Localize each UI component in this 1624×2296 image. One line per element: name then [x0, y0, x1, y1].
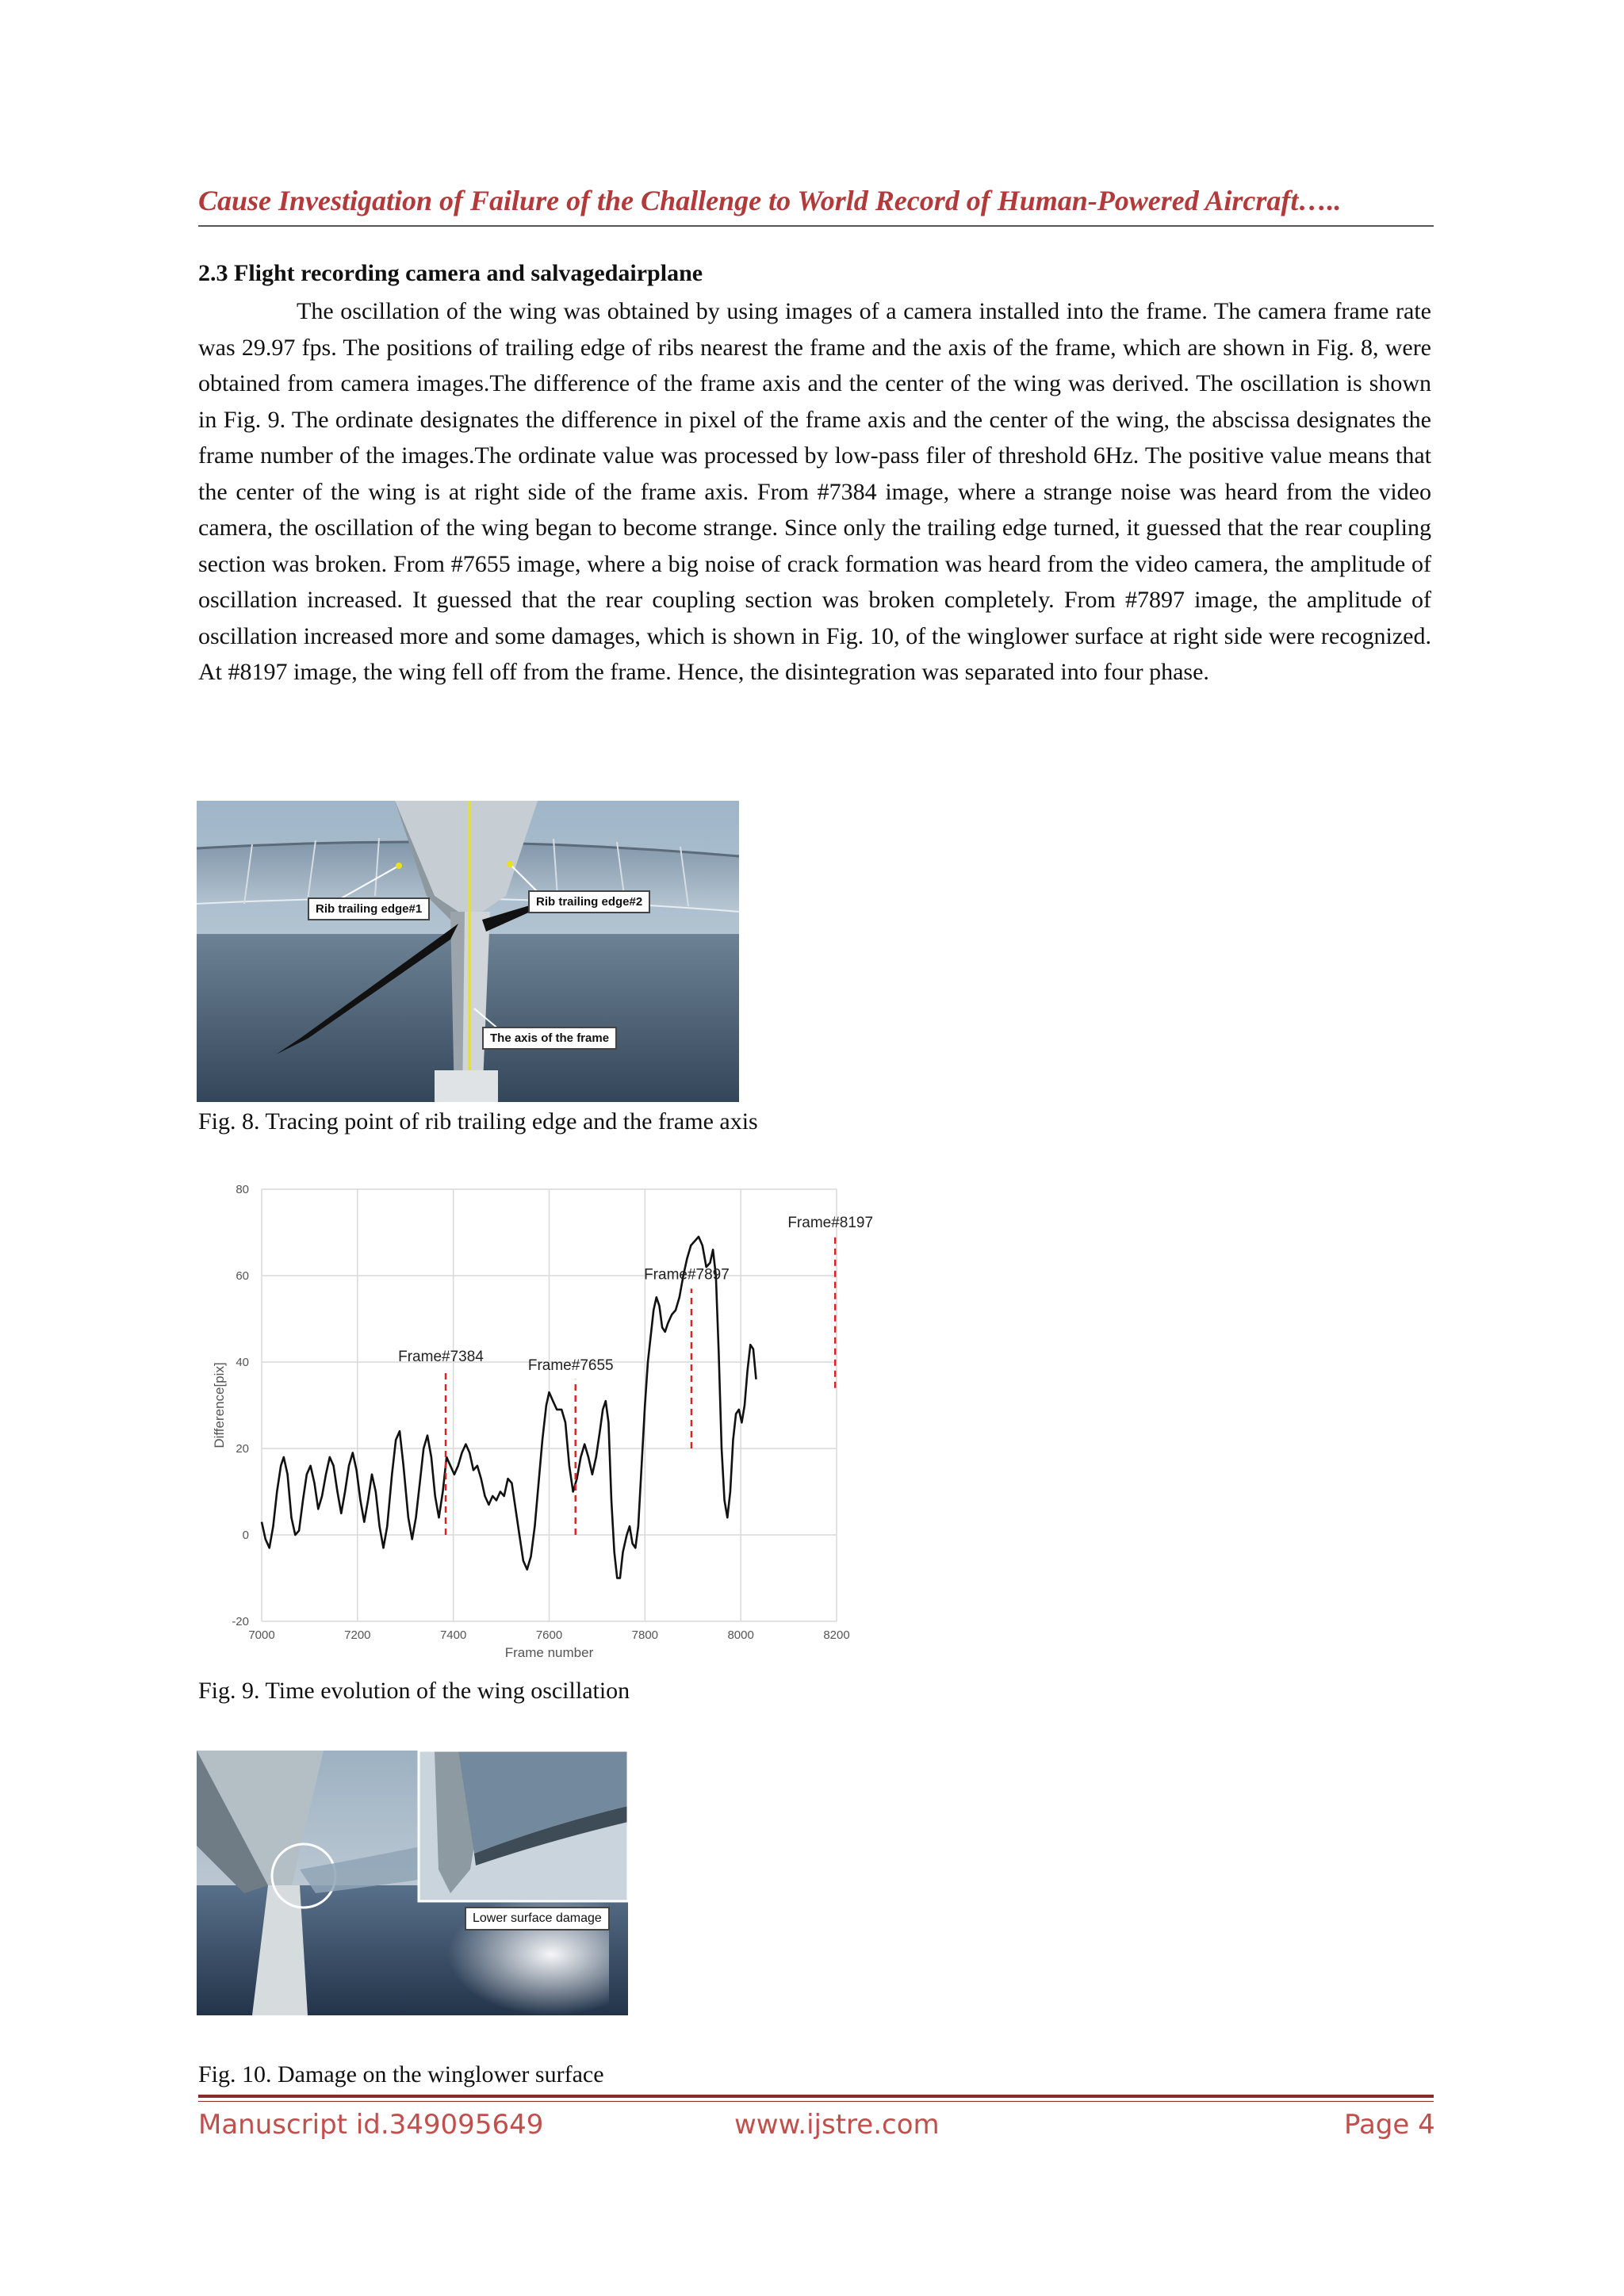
x-tick-label: 7800 [631, 1628, 659, 1642]
x-tick-label: 7000 [248, 1628, 275, 1642]
x-tick-label: 8200 [823, 1628, 850, 1642]
fig10-caption: Fig. 10. Damage on the winglower surface [198, 2061, 604, 2087]
y-axis-label: Difference[pix] [212, 1362, 227, 1448]
series-line [262, 1237, 756, 1578]
x-tick-label: 7400 [439, 1628, 467, 1642]
fig10-image [197, 1751, 628, 2015]
x-axis-label: Frame number [504, 1645, 594, 1660]
footer-rule-thin [198, 2101, 1434, 2102]
rib-trailing-edge-1-label: Rib trailing edge#1 [308, 897, 430, 920]
annotation-label: Frame#7655 [527, 1357, 614, 1374]
y-tick-label: 80 [236, 1183, 249, 1196]
x-tick-label: 7200 [344, 1628, 371, 1642]
footer-page-number: Page 4 [1344, 2109, 1435, 2141]
body-paragraph-text: The oscillation of the wing was obtained by using images of a camera installed into the frame. The camera frame rate was 29.97 fps. The positions of trailing edge of ribs nearest the frame and the axis of the frame, which are shown in Fig. 8, were obtained from camera images.The difference of the frame axis and the center of the wing was derived. The oscillation is shown in Fig. 9. The ordinate designates the difference in pixel of the frame axis and the center of the wing, the abscissa designates the frame number of the images.The ordinate value was processed by low-pass filer of threshold 6Hz. The positive value means that the center of the wing is at right side of the frame axis. From #7384 image, where a strange noise was heard from the video camera, the oscillation of the wing began to become strange. Since only the trailing edge turned, it guessed that the rear coupling section was broken. From #7655 image, where a big noise of crack formation was heard from the video camera, the amplitude of oscillation increased. It guessed that the rear coupling section was broken completely. From #7897 image, the amplitude of oscillation increased more and some damages, which is shown in Fig. 10, of the winglower surface at right side were recognized. At #8197 image, the wing fell off from the frame. Hence, the disintegration was separated into four phase. [198, 298, 1431, 685]
annotation-label: Frame#8197 [787, 1214, 874, 1231]
lower-surface-damage-label: Lower surface damage [465, 1907, 610, 1931]
fig9-caption: Fig. 9. Time evolution of the wing oscillation [198, 1678, 630, 1704]
footer-rule-thick [198, 2095, 1434, 2098]
y-tick-label: -20 [232, 1615, 249, 1628]
footer-manuscript-id: Manuscript id.349095649 [198, 2109, 544, 2141]
annotation-label: Frame#7897 [644, 1266, 730, 1284]
rib-trailing-edge-2-label: Rib trailing edge#2 [528, 890, 650, 913]
body-paragraph [198, 293, 1431, 691]
footer-website: www.ijstre.com [734, 2109, 940, 2141]
annotation-label: Frame#7384 [398, 1348, 484, 1365]
fig8-caption: Fig. 8. Tracing point of rib trailing edge and the frame axis [198, 1108, 758, 1135]
fig8-photo [197, 801, 739, 1102]
y-tick-label: 0 [242, 1529, 249, 1542]
running-header: Cause Investigation of Failure of the Challenge to World Record of Human-Powered Aircraft….. [198, 185, 1342, 216]
y-tick-label: 20 [236, 1442, 249, 1456]
fig10-photo [197, 1751, 628, 2015]
frame-axis-label: The axis of the frame [482, 1027, 617, 1050]
section-heading: 2.3 Flight recording camera and salvagedairplane [198, 260, 703, 286]
y-tick-label: 40 [236, 1356, 249, 1369]
header-rule [198, 225, 1434, 227]
fig9-chart [198, 1173, 874, 1673]
y-tick-label: 60 [236, 1269, 249, 1283]
fig8-image [197, 801, 739, 1102]
x-tick-label: 7600 [535, 1628, 563, 1642]
x-tick-label: 8000 [727, 1628, 754, 1642]
